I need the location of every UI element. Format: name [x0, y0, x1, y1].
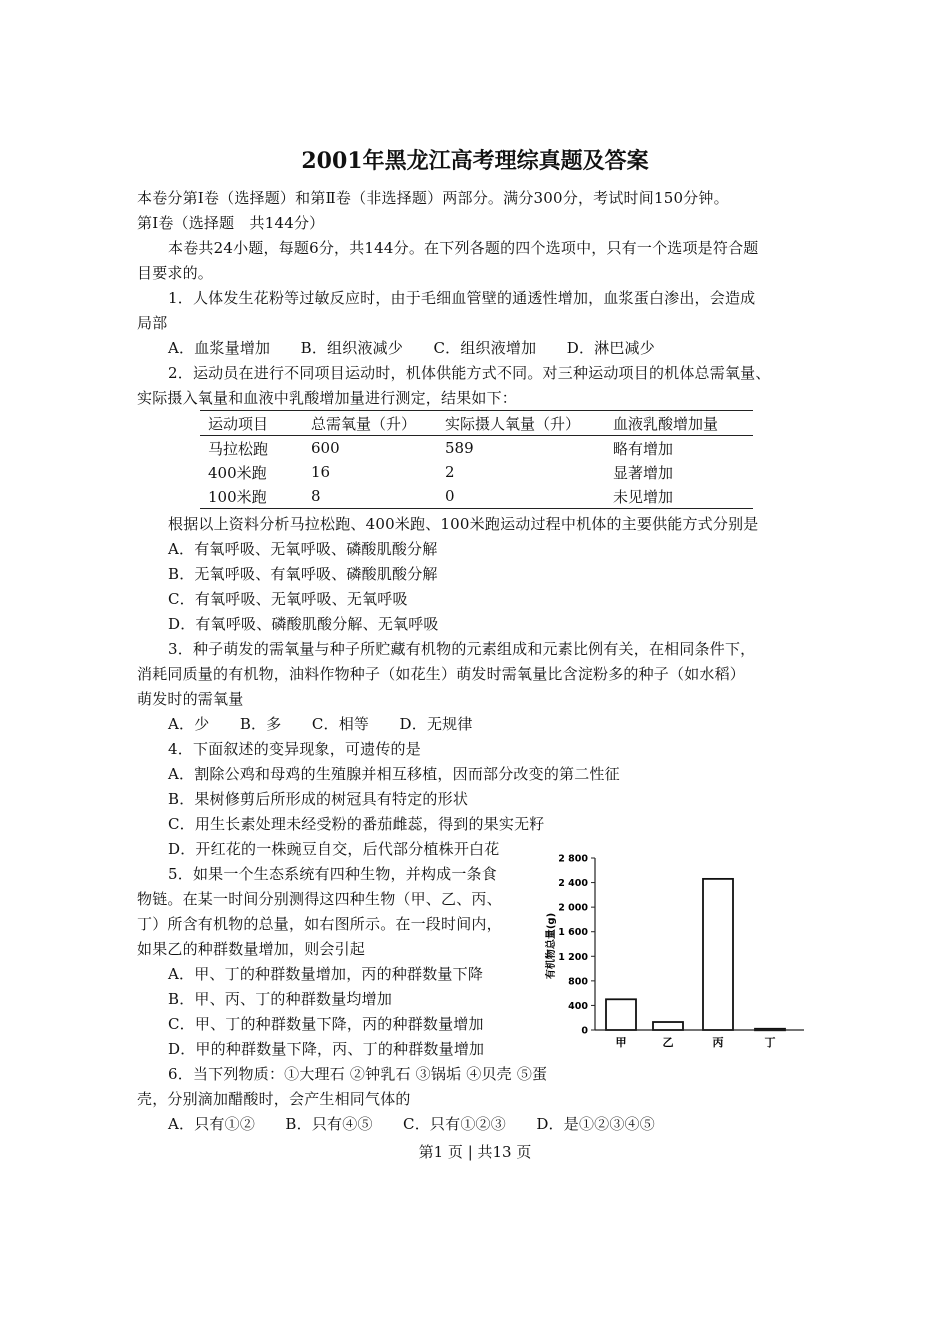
- q5-option: D．甲的种群数量下降，丙、丁的种群数量增加: [168, 1040, 485, 1058]
- biomass-bar-chart: [540, 848, 810, 1058]
- q6-options: A．只有①② B．只有④⑤ C．只有①②③ D．是①②③④⑤: [168, 1115, 655, 1133]
- q6-stem: 6．当下列物质：①大理石 ②钟乳石 ③锅垢 ④贝壳 ⑤蛋: [168, 1065, 548, 1083]
- q5-option: B．甲、丙、丁的种群数量均增加: [168, 990, 393, 1008]
- table-header-row: [200, 411, 753, 436]
- section-heading: 第Ⅰ卷（选择题 共144分）: [137, 214, 325, 232]
- y-tick-label: 0: [581, 1025, 588, 1037]
- q5-option: A．甲、丁的种群数量增加，丙的种群数量下降: [168, 965, 484, 983]
- x-tick-label: 乙: [662, 1036, 674, 1049]
- y-tick-label: 2 800: [558, 853, 588, 865]
- table-cell: 589: [445, 439, 474, 457]
- table-cell: 马拉松跑: [208, 439, 269, 458]
- q3-stem: 3．种子萌发的需氧量与种子所贮藏有机物的元素组成和元素比例有关，在相同条件下，: [168, 640, 756, 658]
- y-tick-label: 1 200: [558, 951, 588, 963]
- x-tick-label: 甲: [615, 1036, 627, 1049]
- table-cell: 略有增加: [613, 439, 674, 458]
- q4-option: D．开红花的一株豌豆自交，后代部分植株开白花: [168, 840, 500, 858]
- q4-stem: 4．下面叙述的变异现象，可遗传的是: [168, 740, 421, 758]
- table-cell: 600: [311, 439, 340, 457]
- table-row: [200, 484, 753, 509]
- q5-stem: 如果乙的种群数量增加，则会引起: [137, 940, 366, 958]
- bar-0: [606, 999, 636, 1030]
- y-tick-label: 400: [568, 1000, 588, 1012]
- q1-options: A．血浆量增加 B．组织液减少 C．组织液增加 D．淋巴减少: [168, 339, 655, 357]
- instruction-line: 目要求的。: [137, 264, 214, 282]
- q5-stem: 物链。在某一时间分别测得这四种生物（甲、乙、丙、: [137, 890, 502, 908]
- y-axis-label: 有机物总量(g): [546, 912, 557, 980]
- table-cell: 100米跑: [200, 484, 303, 509]
- table-cell: 2: [445, 463, 455, 481]
- q2-option: A．有氧呼吸、无氧呼吸、磷酸肌酸分解: [168, 540, 438, 558]
- q1-stem: 1．人体发生花粉等过敏反应时，由于毛细血管壁的通透性增加，血浆蛋白渗出，会造成: [168, 289, 756, 307]
- page-footer: 第1 页 | 共13 页: [418, 1143, 532, 1161]
- q2-question: 根据以上资料分析马拉松跑、400米跑、100米跑运动过程中机体的主要供能方式分别是: [168, 515, 759, 533]
- bar-2: [703, 879, 733, 1030]
- table-header: 血液乳酸增加量: [605, 411, 753, 436]
- instruction-line: 本卷共24小题，每题6分，共144分。在下列各题的四个选项中，只有一个选项是符合题: [168, 239, 759, 257]
- y-tick-label: 2 000: [558, 902, 588, 914]
- q4-option: A．割除公鸡和母鸡的生殖腺并相互移植，因而部分改变的第二性征: [168, 765, 620, 783]
- x-axis-labels: [616, 1035, 776, 1049]
- table-header: 总需氧量（升）: [303, 411, 437, 436]
- q4-option: B．果树修剪后所形成的树冠具有特定的形状: [168, 790, 469, 808]
- q1-stem: 局部: [137, 314, 168, 332]
- y-axis-ticks: [558, 854, 595, 1037]
- q6-stem: 壳，分别滴加醋酸时，会产生相同气体的: [137, 1090, 411, 1108]
- table-cell: 16: [311, 463, 331, 481]
- q2-option: D．有氧呼吸、磷酸肌酸分解、无氧呼吸: [168, 615, 439, 633]
- q3-stem: 消耗同质量的有机物，油料作物种子（如花生）萌发时需氧量比含淀粉多的种子（如水稻）: [137, 665, 746, 683]
- q2-option: C．有氧呼吸、无氧呼吸、无氧呼吸: [168, 590, 408, 608]
- bar-1: [653, 1022, 683, 1030]
- exercise-table: [200, 410, 753, 509]
- q2-stem: 实际摄入氧量和血液中乳酸增加量进行测定，结果如下：: [137, 389, 518, 407]
- x-tick-label: 丁: [764, 1036, 776, 1049]
- table-header: 实际摄人氧量（升）: [437, 411, 605, 436]
- table-header: 运动项目: [200, 411, 303, 436]
- q2-option: B．无氧呼吸、有氧呼吸、磷酸肌酸分解: [168, 565, 438, 583]
- table-row: [200, 460, 753, 484]
- y-tick-label: 1 600: [558, 927, 588, 939]
- bars: [606, 879, 785, 1030]
- table-cell: 未见增加: [605, 484, 753, 509]
- y-tick-label: 2 400: [558, 878, 588, 890]
- x-tick-label: 丙: [712, 1036, 724, 1049]
- q2-stem: 2．运动员在进行不同项目运动时，机体供能方式不同。对三种运动项目的机体总需氧量、: [168, 364, 771, 382]
- q5-stem: 5．如果一个生态系统有四种生物，并构成一条食: [168, 865, 497, 883]
- intro-text: 本卷分第Ⅰ卷（选择题）和第Ⅱ卷（非选择题）两部分。满分300分，考试时间150分钟。: [137, 189, 729, 207]
- page-title: 2001年黑龙江高考理综真题及答案: [301, 148, 649, 174]
- table-cell: 400米跑: [208, 463, 267, 482]
- q3-stem: 萌发时的需氧量: [137, 690, 244, 708]
- table-cell: 显著增加: [613, 463, 674, 482]
- q3-options: A．少 B．多 C．相等 D．无规律: [168, 715, 473, 733]
- q4-option: C．用生长素处理未经受粉的番茄雌蕊，得到的果实无籽: [168, 815, 545, 833]
- table-cell: 8: [303, 484, 437, 509]
- q5-stem: 丁）所含有机物的总量，如右图所示。在一段时间内，: [137, 915, 502, 933]
- table-row: [200, 436, 753, 461]
- y-tick-label: 800: [568, 976, 588, 988]
- q5-option: C．甲、丁的种群数量下降，丙的种群数量增加: [168, 1015, 484, 1033]
- table-cell: 0: [437, 484, 605, 509]
